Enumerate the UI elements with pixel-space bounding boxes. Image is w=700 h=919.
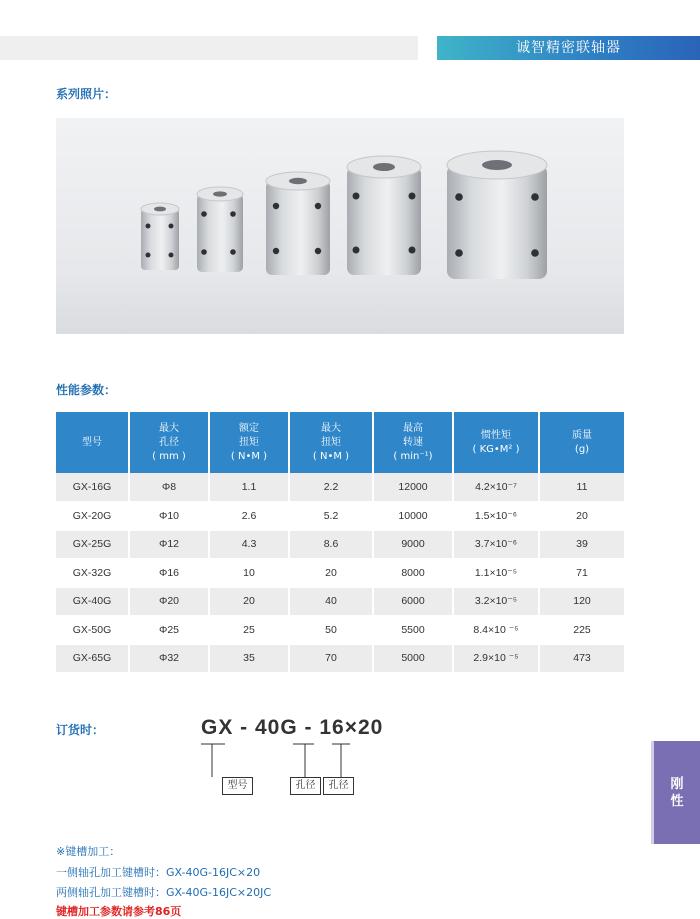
header-title: 诚智精密联轴器 [437, 36, 700, 60]
order-label-bore-1: 孔径 [290, 777, 321, 795]
table-cell: 8.4×10 ⁻⁵ [453, 616, 539, 645]
table-cell: 8000 [373, 559, 453, 588]
table-header-text: (g) [574, 443, 590, 455]
table-cell: GX-25G [56, 530, 129, 559]
table-header-text: 惯性矩 [481, 429, 511, 441]
table-cell: 1.5×10⁻⁶ [453, 502, 539, 531]
table-header-cell [129, 412, 209, 473]
table-cell: GX-32G [56, 559, 129, 588]
table-cell: 10000 [373, 502, 453, 531]
keyway-two-side: 两侧轴孔加工键槽时：GX-40G-16JC×20JC [56, 886, 272, 899]
section-title-performance: 性能参数： [56, 383, 117, 397]
table-row [56, 587, 624, 616]
table-cell: 3.2×10⁻⁵ [453, 587, 539, 616]
header-bar-left [0, 36, 418, 60]
table-header-text: 转速 [403, 436, 423, 448]
table-cell: 20 [209, 587, 289, 616]
coupling-gx-16g [141, 203, 179, 270]
table-cell: 1.1×10⁻⁵ [453, 559, 539, 588]
keyway-title: ※键槽加工： [56, 845, 121, 858]
table-row [56, 616, 624, 645]
table-cell: 6000 [373, 587, 453, 616]
coupling-gx-32g [347, 156, 421, 275]
side-tab-char-2: 性 [670, 794, 684, 809]
table-cell: 11 [539, 473, 624, 502]
side-tab-rigid[interactable] [651, 741, 700, 844]
table-cell: GX-40G [56, 587, 129, 616]
coupling-gx-20g [197, 187, 243, 272]
table-cell: 40 [289, 587, 373, 616]
table-cell: Φ12 [129, 530, 209, 559]
table-cell: GX-50G [56, 616, 129, 645]
table-cell: GX-20G [56, 502, 129, 531]
table-cell: 4.3 [209, 530, 289, 559]
couplings-illustration [56, 118, 624, 334]
table-header-text: 孔径 [159, 436, 179, 448]
table-cell: 8.6 [289, 530, 373, 559]
table-cell: 225 [539, 616, 624, 645]
coupling-gx-40g [447, 151, 547, 279]
table-cell: 4.2×10⁻⁷ [453, 473, 539, 502]
table-header-text: 最大 [159, 422, 179, 434]
table-cell: 10 [209, 559, 289, 588]
table-header-text: ( N•M ) [312, 450, 350, 462]
table-header-text: ( min⁻¹) [393, 450, 433, 462]
table-cell: 3.7×10⁻⁶ [453, 530, 539, 559]
table-cell: GX-16G [56, 473, 129, 502]
table-cell: 39 [539, 530, 624, 559]
table-header-cell [373, 412, 453, 473]
table-cell: Φ25 [129, 616, 209, 645]
table-row [56, 559, 624, 588]
table-header-cell [209, 412, 289, 473]
table-header-text: 最高 [403, 422, 423, 434]
table-header-text: 质量 [572, 429, 592, 441]
table-cell: 5000 [373, 644, 453, 673]
keyway-reference: 键槽加工参数请参考86页 [56, 905, 182, 918]
table-cell: 2.9×10 ⁻⁵ [453, 644, 539, 673]
table-header-text: 扭矩 [321, 436, 341, 448]
table-header-text: ( KG•M² ) [472, 443, 520, 455]
table-cell: Φ8 [129, 473, 209, 502]
table-header-cell [539, 412, 624, 473]
order-label-bore-2: 孔径 [323, 777, 354, 795]
table-cell: Φ16 [129, 559, 209, 588]
section-title-photos: 系列照片： [56, 87, 117, 101]
table-header-text: 扭矩 [239, 436, 259, 448]
table-body [56, 473, 624, 673]
table-header-text: ( mm ) [152, 450, 186, 462]
table-row [56, 473, 624, 502]
table-cell: 1.1 [209, 473, 289, 502]
table-header-cell [289, 412, 373, 473]
table-cell: 20 [539, 502, 624, 531]
table-cell: 5.2 [289, 502, 373, 531]
table-cell: 9000 [373, 530, 453, 559]
table-row [56, 502, 624, 531]
table-cell: 70 [289, 644, 373, 673]
side-tab-char-1: 刚 [670, 777, 684, 792]
table-header-text: ( N•M ) [230, 450, 268, 462]
product-photo [56, 118, 624, 334]
table-header-cell [56, 412, 129, 473]
section-title-ordering: 订货时： [56, 723, 105, 737]
table-cell: 35 [209, 644, 289, 673]
table-header-text: 型号 [82, 436, 102, 448]
table-header-text: 额定 [239, 422, 259, 434]
table-header-text: 最大 [321, 422, 341, 434]
table-cell: 473 [539, 644, 624, 673]
table-cell: 20 [289, 559, 373, 588]
table-cell: Φ10 [129, 502, 209, 531]
table-cell: Φ32 [129, 644, 209, 673]
spec-table [56, 412, 624, 673]
table-cell: 71 [539, 559, 624, 588]
coupling-gx-25g [266, 172, 330, 275]
table-cell: Φ20 [129, 587, 209, 616]
table-header-row [56, 412, 624, 473]
table-cell: 120 [539, 587, 624, 616]
table-cell: GX-65G [56, 644, 129, 673]
order-label-model: 型号 [222, 777, 253, 795]
table-cell: 2.6 [209, 502, 289, 531]
table-row [56, 644, 624, 673]
table-cell: 25 [209, 616, 289, 645]
keyway-one-side: 一侧轴孔加工键槽时：GX-40G-16JC×20 [56, 866, 261, 879]
table-header-cell [453, 412, 539, 473]
table-cell: 50 [289, 616, 373, 645]
table-row [56, 530, 624, 559]
order-code-example: GX - 40G - 16×20 [201, 716, 384, 739]
table-cell: 2.2 [289, 473, 373, 502]
table-cell: 12000 [373, 473, 453, 502]
table-cell: 5500 [373, 616, 453, 645]
